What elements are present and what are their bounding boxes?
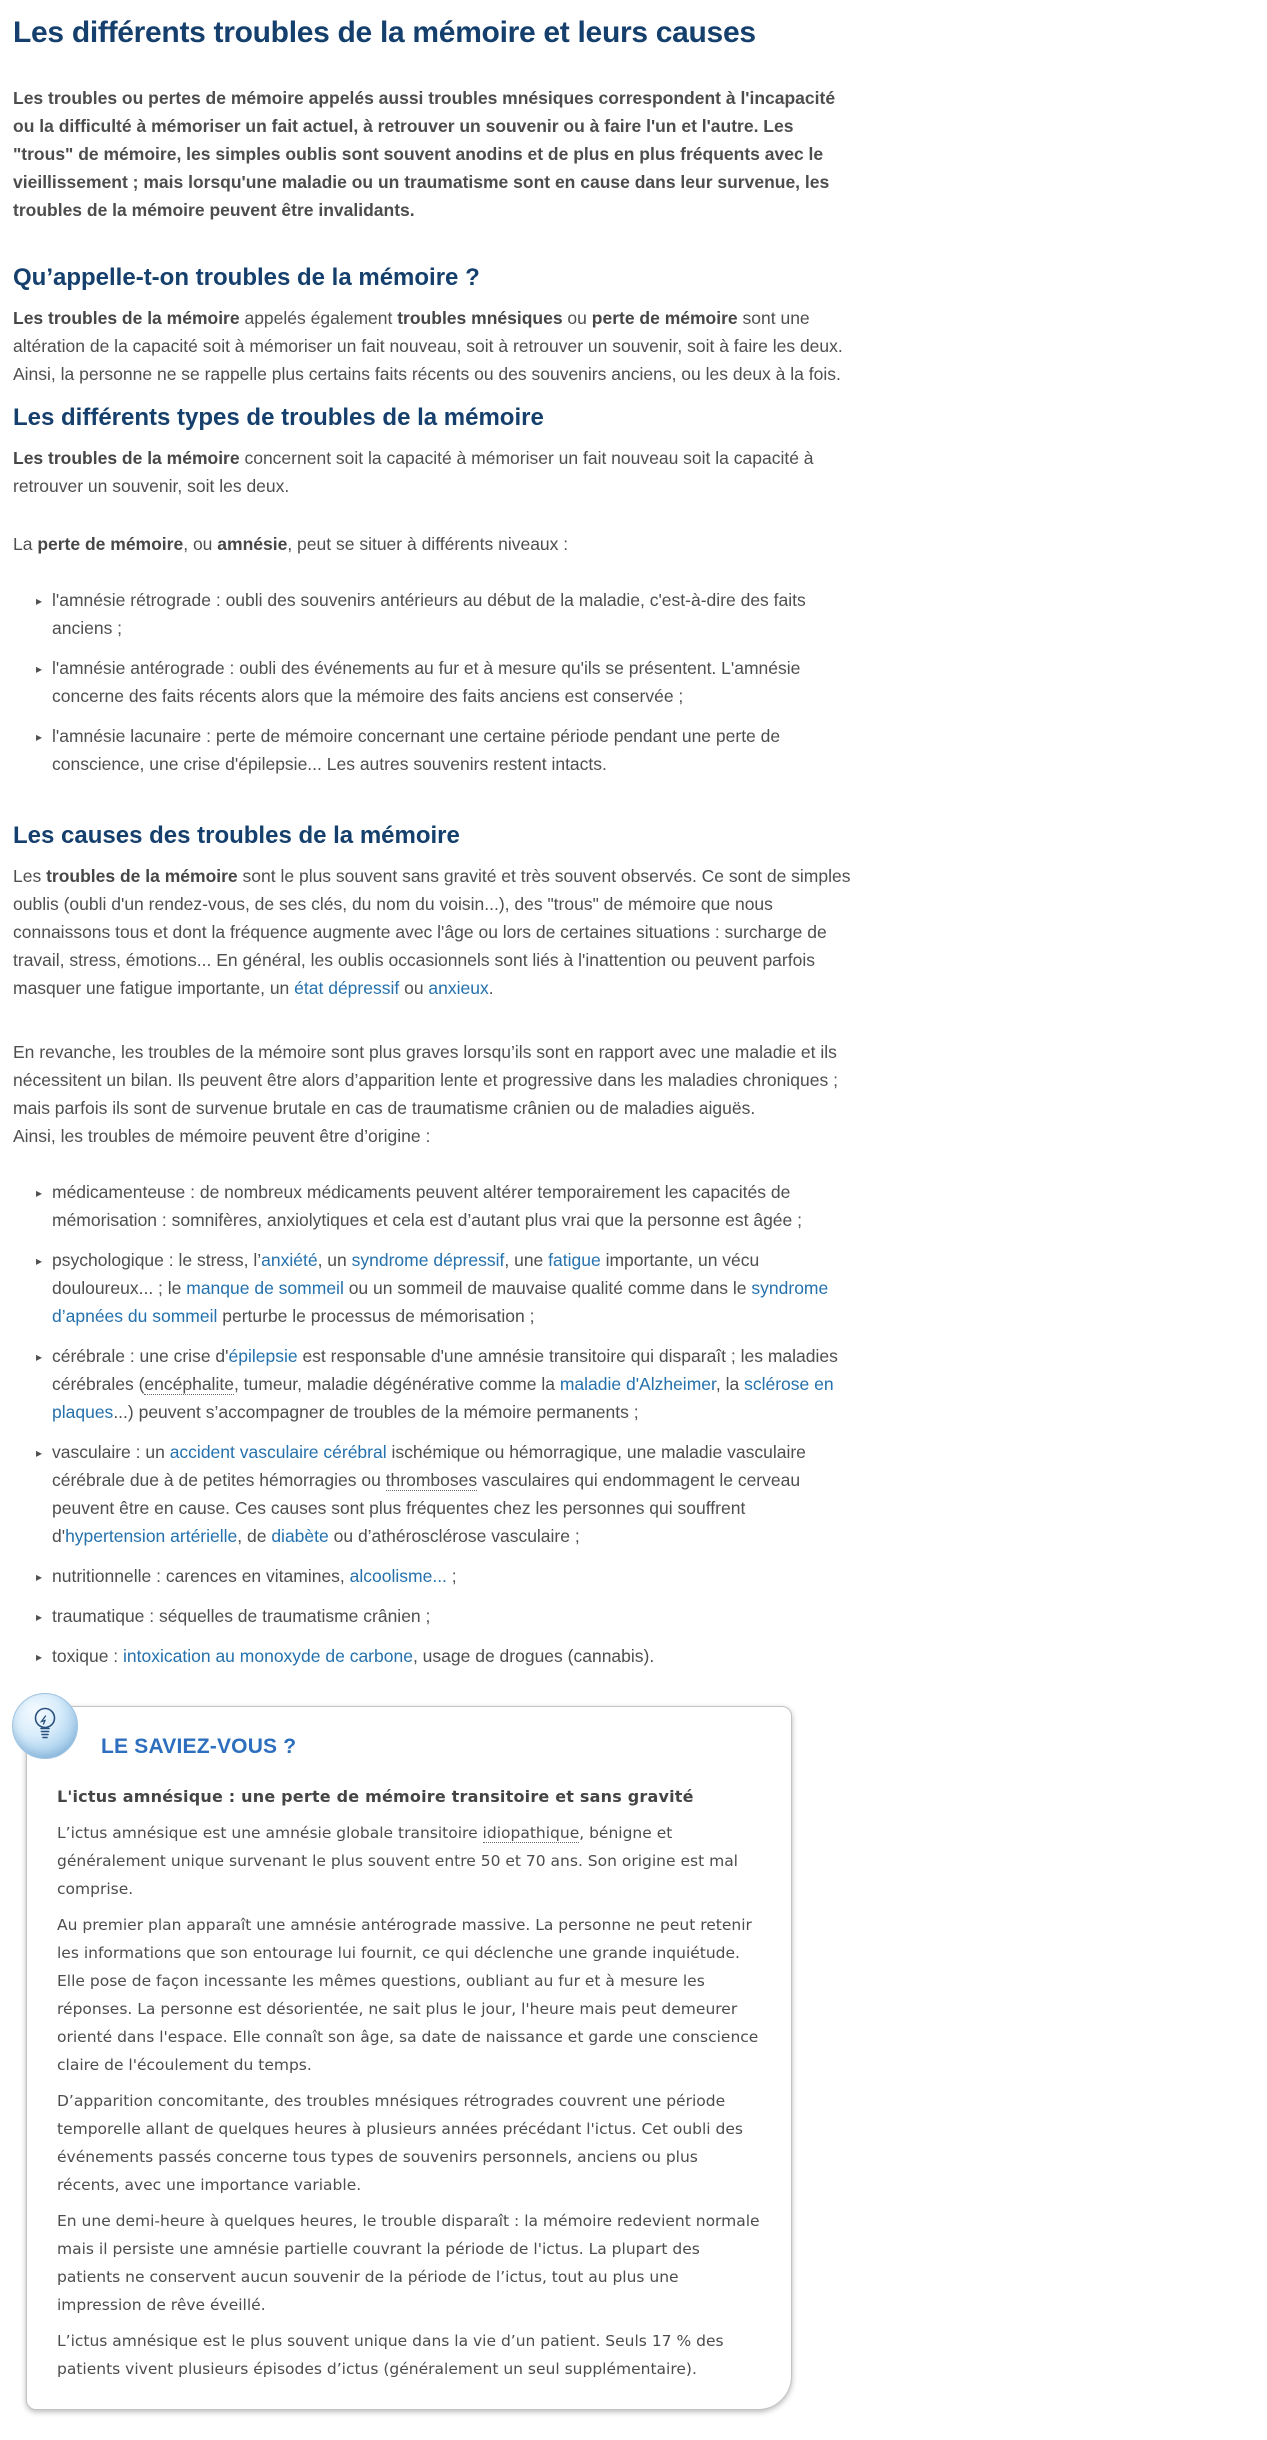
inline-link[interactable]: syndrome d’apnées du sommeil (52, 1278, 829, 1326)
list-item-text: l'amnésie antérograde : oubli des événements au fur et à mesure qu'ils se présentent. L'amnésie concerne des faits récents alors que la mémoire des faits anciens est conservée ; (52, 658, 801, 706)
lightbulb-icon (12, 1693, 78, 1759)
inline-link[interactable]: intoxication au monoxyde de carbone (123, 1646, 413, 1666)
bullet-arrow-icon: ▸ (36, 730, 43, 744)
article-content (13, 16, 851, 2410)
bullet-arrow-icon: ▸ (36, 594, 43, 608)
list-item (38, 1438, 851, 1550)
section-types (13, 404, 851, 778)
inline-link[interactable]: anxieux (428, 978, 489, 998)
list-item-text: toxique : intoxication au monoxyde de carbone, usage de drogues (cannabis). (52, 1646, 655, 1666)
section-heading-causes: Les causes des troubles de la mémoire (13, 822, 460, 849)
list-item-text: l'amnésie rétrograde : oubli des souvenirs antérieurs au début de la maladie, c'est-à-dire des faits anciens ; (52, 590, 806, 638)
inline-link[interactable]: syndrome dépressif (351, 1250, 505, 1270)
list-item (38, 722, 851, 778)
bold-text: Les troubles de la mémoire (13, 448, 240, 468)
list-item (38, 1562, 851, 1590)
did-you-know-box (26, 1706, 792, 2410)
bold-text: perte de mémoire (37, 534, 184, 554)
bullet-arrow-icon: ▸ (36, 1650, 43, 1664)
section-heading-definition: Qu’appelle-t-on troubles de la mémoire ? (13, 264, 480, 291)
list-item-text: psychologique : le stress, l’anxiété, un syndrome dépressif, une fatigue importante, un vécu douloureux... ; le manque de sommeil ou un sommeil de mauvaise qualité comme dans le syndrome d’apnées du sommeil perturbe le processus de mémorisation ; (52, 1250, 829, 1326)
bullet-arrow-icon: ▸ (36, 1570, 43, 1584)
paragraph: Les troubles de la mémoire appelés également troubles mnésiques ou perte de mémoire sont une altération de la capacité soit à mémoriser un fait nouveau, soit à retrouver un souvenir, soit à faire les deux. Ainsi, la personne ne se rappelle plus certains faits récents ou des souvenirs anciens, ou les deux à la fois. (13, 308, 843, 384)
infobox-paragraph: L’ictus amnésique est une amnésie globale transitoire idiopathique, bénigne et généralement unique survenant le plus souvent entre 50 et 70 ans. Son origine est mal comprise. (57, 1824, 738, 1898)
list-item (38, 586, 851, 642)
section-heading-types: Les différents types de troubles de la mémoire (13, 404, 544, 431)
inline-link[interactable]: maladie d'Alzheimer (559, 1374, 716, 1394)
inline-link[interactable]: état dépressif (294, 978, 400, 998)
inline-link[interactable]: sclérose en plaques (52, 1374, 834, 1422)
list-item (38, 1178, 851, 1234)
bold-text: amnésie (217, 534, 288, 554)
infobox-paragraph: L’ictus amnésique est le plus souvent unique dans la vie d’un patient. Seuls 17 % des patients vivent plusieurs épisodes d’ictus (généralement un seul supplémentaire). (57, 2332, 724, 2378)
paragraph: La perte de mémoire, ou amnésie, peut se situer à différents niveaux : (13, 534, 569, 554)
page-title: Les différents troubles de la mémoire et leurs causes (13, 16, 756, 49)
infobox-title: L'ictus amnésique : une perte de mémoire transitoire et sans gravité (57, 1787, 694, 1806)
list-item (38, 1246, 851, 1330)
bullet-arrow-icon: ▸ (36, 1254, 43, 1268)
amnesia-types-list (13, 586, 851, 778)
list-item-text: vasculaire : un accident vasculaire cérébral ischémique ou hémorragique, une maladie vasculaire cérébrale due à de petites hémorragies ou thromboses vasculaires qui endommagent le cerveau peuvent être en cause. Ces causes sont plus fréquentes chez les personnes qui souffrent d'hypertension artérielle, de diabète ou d’athérosclérose vasculaire ; (52, 1442, 806, 1546)
list-item-text: cérébrale : une crise d'épilepsie est responsable d'une amnésie transitoire qui disparaît ; les maladies cérébrales (encéphalite, tumeur, maladie dégénérative comme la maladie d'Alzheimer, la sclérose en plaques...) peuvent s’accompagner de troubles de la mémoire permanents ; (52, 1346, 838, 1422)
intro-paragraph: Les troubles ou pertes de mémoire appelés aussi troubles mnésiques correspondent à l'incapacité ou la difficulté à mémoriser un fait actuel, à retrouver un souvenir ou à faire l'un et l'autre. Les "trous" de mémoire, les simples oublis sont souvent anodins et de plus en plus fréquents avec le vieillissement ; mais lorsqu'une maladie ou un traumatisme sont en cause dans leur survenue, les troubles de la mémoire peuvent être invalidants. (13, 88, 836, 220)
inline-link[interactable]: alcoolisme... (349, 1566, 447, 1586)
bullet-arrow-icon: ▸ (36, 1610, 43, 1624)
inline-link[interactable]: accident vasculaire cérébral (169, 1442, 387, 1462)
bullet-arrow-icon: ▸ (36, 1446, 43, 1460)
paragraph: Les troubles de la mémoire sont le plus souvent sans gravité et très souvent observés. Ce sont de simples oublis (oubli d'un rendez-vous, de ses clés, du nom du voisin...), des "trous" de mémoire que nous connaissons tous et dont la fréquence augmente avec l'âge ou lors de certaines situations : surcharge de travail, stress, émotions... En général, les oublis occasionnels sont liés à l'inattention ou peuvent parfois masquer une fatigue importante, un état dépressif ou anxieux. (13, 866, 851, 998)
inline-link[interactable]: fatigue (548, 1250, 601, 1270)
infobox-paragraph: Au premier plan apparaît une amnésie antérograde massive. La personne ne peut retenir les informations que son entourage lui fournit, ce qui déclenche une grande inquiétude. Elle pose de façon incessante les mêmes questions, oubliant au fur et à mesure les réponses. La personne est désorientée, ne sait plus le jour, l'heure mais peut demeurer orienté dans l'espace. Elle connaît son âge, sa date de naissance et garde une conscience claire de l'écoulement du temps. (57, 1916, 759, 2074)
inline-link[interactable]: hypertension artérielle (65, 1526, 238, 1546)
dictionary-term: thromboses (385, 1470, 478, 1490)
list-item (38, 1342, 851, 1426)
paragraph: En revanche, les troubles de la mémoire sont plus graves lorsqu’ils sont en rapport avec une maladie et ils nécessitent un bilan. Ils peuvent être alors d’apparition lente et progressive dans les maladies chroniques ; mais parfois ils sont de survenue brutale en cas de traumatisme crânien ou de maladies aiguës. Ainsi, les troubles de mémoire peuvent être d’origine : (13, 1042, 838, 1146)
bold-text: perte de mémoire (591, 308, 738, 328)
bold-text: troubles de la mémoire (46, 866, 238, 886)
dictionary-term: encéphalite (144, 1374, 234, 1394)
did-you-know-label: LE SAVIEZ-VOUS ? (101, 1735, 297, 1758)
infobox-paragraph: D’apparition concomitante, des troubles mnésiques rétrogrades couvrent une période temporelle allant de quelques heures à plusieurs années précédant l'ictus. Cet oubli des événements passés concerne tous types de souvenirs personnels, anciens ou plus récents, avec une importance variable. (57, 2092, 743, 2194)
inline-link[interactable]: manque de sommeil (186, 1278, 344, 1298)
section-definition (13, 264, 851, 388)
list-item (38, 654, 851, 710)
causes-list (13, 1178, 851, 1670)
bullet-arrow-icon: ▸ (36, 1186, 43, 1200)
list-item-text: médicamenteuse : de nombreux médicaments peuvent altérer temporairement les capacités de mémorisation : somnifères, anxiolytiques et cela est d’autant plus vrai que la personne est âgée ; (52, 1182, 802, 1230)
list-item-text: traumatique : séquelles de traumatisme crânien ; (52, 1606, 431, 1626)
infobox-paragraph: En une demi-heure à quelques heures, le trouble disparaît : la mémoire redevient normale mais il persiste une amnésie partielle couvrant la période de l'ictus. La plupart des patients ne conservent aucun souvenir de la période de l’ictus, tout au plus une impression de rêve éveillé. (57, 2212, 760, 2314)
list-item-text: l'amnésie lacunaire : perte de mémoire concernant une certaine période pendant une perte de conscience, une crise d'épilepsie... Les autres souvenirs restent intacts. (52, 726, 781, 774)
bullet-arrow-icon: ▸ (36, 1350, 43, 1364)
list-item (38, 1602, 851, 1630)
bullet-arrow-icon: ▸ (36, 662, 43, 676)
bold-text: Les troubles de la mémoire (13, 308, 240, 328)
inline-link[interactable]: anxiété (261, 1250, 318, 1270)
bold-text: troubles mnésiques (397, 308, 563, 328)
inline-link[interactable]: épilepsie (228, 1346, 298, 1366)
list-item (38, 1642, 851, 1670)
inline-link[interactable]: diabète (271, 1526, 329, 1546)
paragraph: Les troubles de la mémoire concernent soit la capacité à mémoriser un fait nouveau soit la capacité à retrouver un souvenir, soit les deux. (13, 448, 814, 496)
dictionary-term: idiopathique (482, 1824, 580, 1842)
section-causes (13, 822, 851, 1670)
list-item-text: nutritionnelle : carences en vitamines, alcoolisme... ; (52, 1566, 457, 1586)
